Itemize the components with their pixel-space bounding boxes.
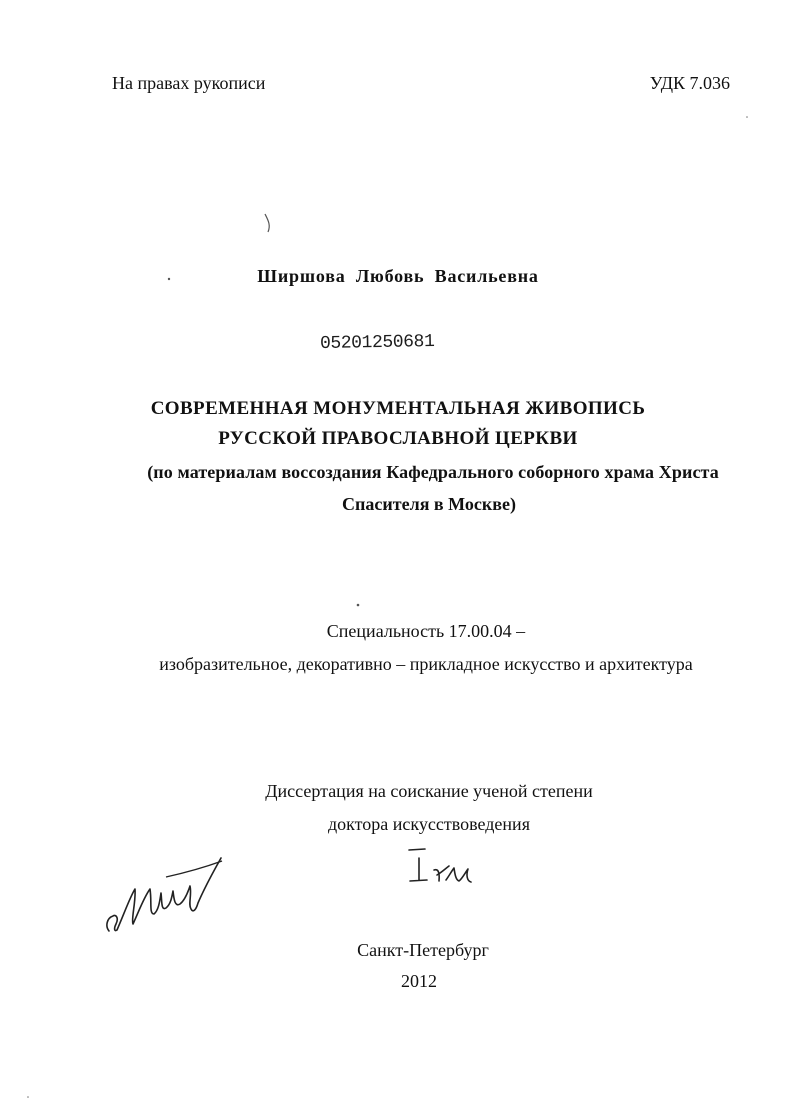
scan-speck-4 [27, 1096, 29, 1098]
subtitle-line-2: Спасителя в Москве) [342, 494, 516, 514]
specialty-line-2: изобразительное, декоративно – прикладное искусство и архитектура [159, 654, 693, 674]
degree-line-1: Диссертация на соискание ученой степени [265, 781, 593, 801]
subtitle-line-1: (по материалам воссоздания Кафедрального соборного храма Христа [147, 462, 719, 482]
scan-speck-2 [357, 604, 360, 607]
title-line-2: РУССКОЙ ПРАВОСЛАВНОЙ ЦЕРКВИ [218, 428, 578, 449]
registration-number: 05201250681 [319, 332, 435, 354]
scan-speck-3 [746, 116, 748, 118]
manuscript-rights-label: На правах рукописи [112, 73, 266, 93]
advisor-signature [403, 842, 475, 890]
signature-stroke [107, 858, 221, 931]
scan-mark-stroke [265, 214, 269, 232]
degree-line-2: доктора искусствоведения [328, 814, 530, 834]
small-scan-mark [258, 211, 278, 237]
year: 2012 [401, 971, 437, 991]
specialty-line-1: Специальность 17.00.04 – [326, 621, 526, 641]
advisor-signature-stroke [409, 849, 471, 882]
title-line-1: СОВРЕМЕННАЯ МОНУМЕНТАЛЬНАЯ ЖИВОПИСЬ [150, 398, 646, 419]
author-signature [96, 846, 228, 946]
udc-code: УДК 7.036 [649, 73, 730, 93]
author-name: Ширшова Любовь Васильевна [257, 266, 539, 286]
city: Санкт-Петербург [357, 940, 489, 960]
signature-underline [166, 861, 222, 877]
